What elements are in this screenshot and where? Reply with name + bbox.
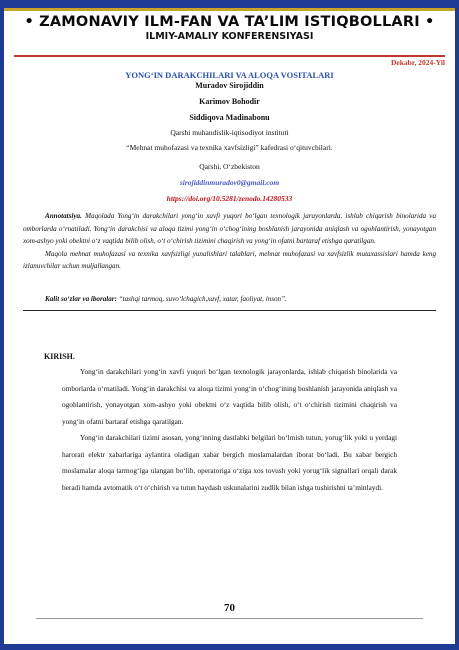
abstract-divider	[23, 310, 436, 311]
bottom-border	[0, 644, 459, 650]
conference-header	[10, 14, 449, 42]
department: “Mehnat muhofazasi va texnika xavfsizligi” kafedrasi o‘qituvchilari.	[126, 143, 333, 152]
top-accent-border	[0, 8, 459, 11]
issue-date: Dekabr, 2024-Yil	[390, 58, 445, 67]
abstract-text-2: Maqola mehnat muhofazasi va texnika xavfsizligi yunalishlari talablari, mehnat muhofazasi va xavfsizlik mutaxassislari hamda keng izlanuvchilar uchun muljallangan.	[23, 249, 436, 270]
body-text	[62, 364, 397, 496]
author-1: Muradov Sirojiddin	[195, 81, 264, 90]
paper-title: YONG‘IN DARAKCHILARI VA ALOQA VOSITALARI	[125, 70, 334, 80]
doi-link[interactable]: https://doi.org/10.5281/zenodo.14280533	[166, 194, 293, 203]
body-paragraph-1: Yong‘in darakchilari yong‘in xavfi yuqori bo‘lgan texnologik jarayonlarda, ishlab chiqarish binolarida va omborlarda o‘rnatiladi. Yong‘in darakchisi va aloqa tizimi yong‘in o‘chog‘ining boshlanish jarayonida aniqlash va ogohlantirish, yonayotgan xom-ashyo yoki obektni o‘z vaqtida bilib olish, o‘t o‘chirish tizimini chaqirish va yong‘in ofatni bartaraf etishga qaratilgan.	[62, 367, 397, 426]
location: Qarshi, O‘zbekiston	[199, 162, 260, 171]
body-paragraph-2: Yong‘in darakchilari tizimi asosan, yong‘inning dastlabki belgilari bo‘lmish tutun, yorug‘lik yoki u yerdagi harorati elektr xabarlariga aylantira oladigan xabar bergich moslamalardan iborat bo‘ladi. Bu xabar bergich moslamalar aloqa tarmog‘iga ulangan bo‘lib, operatoriga o‘ziga xos tovush yoki yorug‘lik signallari orqali darak beradi hamda avtomatik o‘t o‘chirish va tutun haydash uskunalarini zudlik bilan ishga tushirishni ta’minlaydi.	[62, 433, 397, 492]
page-number: 70	[224, 602, 235, 614]
conference-title: • ZAMONAVIY ILM-FAN VA TA’LIM ISTIQBOLLARI •	[24, 14, 435, 30]
keywords-text: “tashqi tarmoq, suvo‘lchagich,xavf, xatar, faoliyat, inson”.	[116, 295, 287, 303]
section-heading: KIRISH.	[44, 352, 75, 361]
top-border	[0, 0, 459, 8]
abstract-label: Annotatsiya.	[45, 212, 82, 220]
author-2: Karimov Bohodir	[199, 97, 260, 106]
abstract-text: Maqolada Yong‘in darakchilari yong‘in xavfi yuqori bo‘lgan texnologik jarayonlarda, ishlab chiqarish binolarida va omborlarda o‘rnatiladi. Yong‘in darakchisi va aloqa tizimi yong‘in o‘chog‘ining boshlanish jarayonida aniqlash va ogohlantirish, yonayotgan xom-ashyo yoki obektni o‘z vaqtida bilib olish, o‘t o‘chirish tizimini chaqirish va yong‘in ofatni bartaraf etishga qaratilgan.	[23, 212, 436, 245]
abstract	[23, 210, 436, 273]
header-divider	[14, 55, 445, 57]
keywords	[23, 294, 436, 305]
author-3: Siddiqova Madinabonu	[189, 113, 270, 122]
footer-divider	[36, 618, 423, 619]
conference-subtitle: ILMIY-AMALIY KONFERENSIYASI	[145, 31, 314, 42]
keywords-label: Kalit so‘zlar va iboralar:	[45, 295, 117, 303]
institute: Qarshi muhandislik-iqtisodiyot instituti	[170, 128, 289, 137]
author-email[interactable]: sirojiddinmuradov0@gmail.com	[179, 178, 280, 187]
